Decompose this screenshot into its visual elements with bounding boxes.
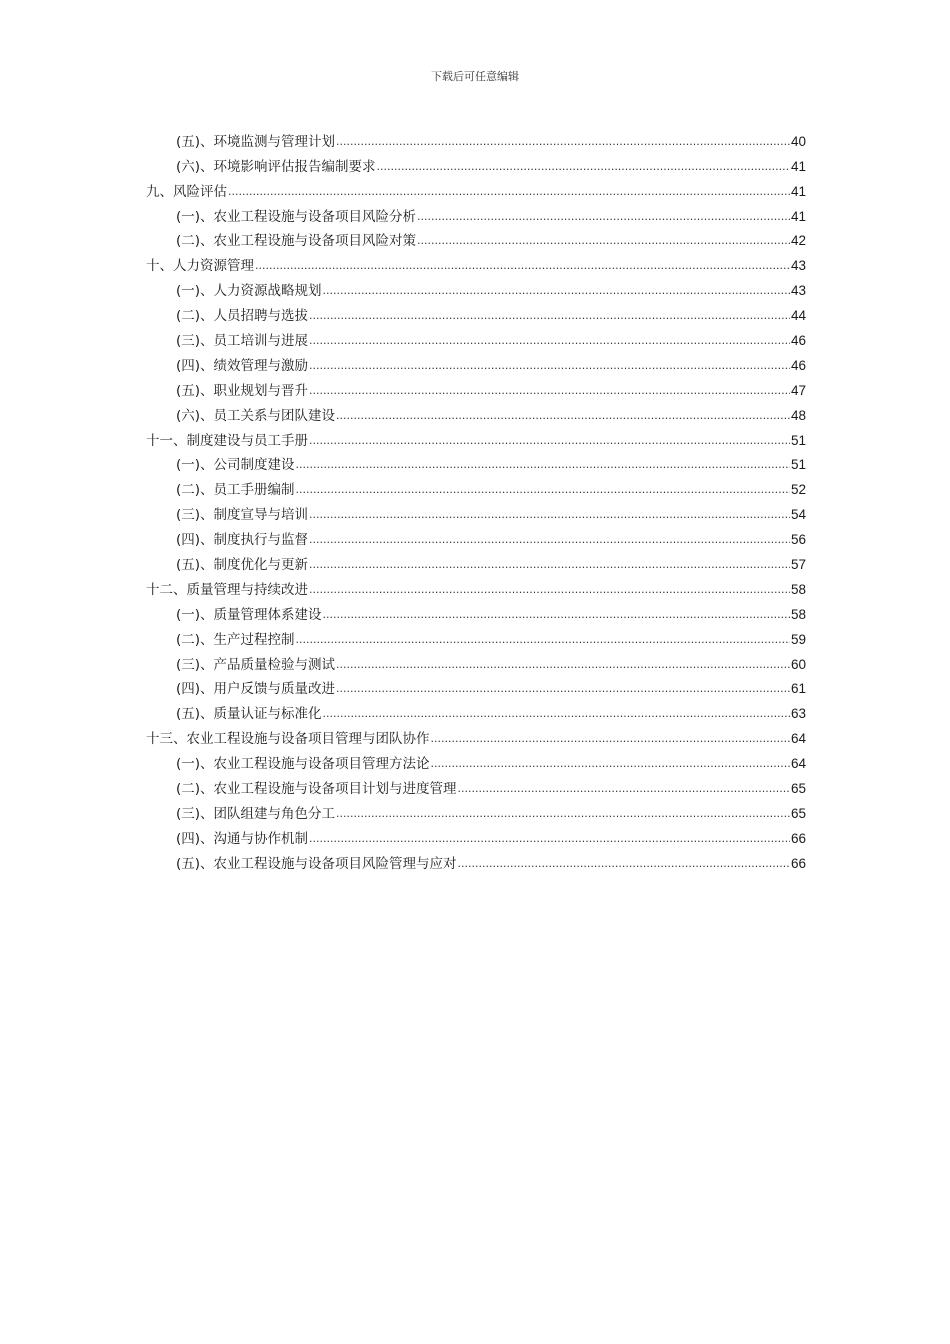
toc-dot-leader bbox=[296, 630, 790, 649]
toc-entry-title: (三)、产品质量检验与测试 bbox=[176, 656, 336, 673]
toc-section-entry[interactable] bbox=[146, 748, 806, 773]
toc-dot-leader bbox=[309, 356, 790, 375]
toc-entry-title: (五)、制度优化与更新 bbox=[176, 557, 309, 574]
toc-section-entry[interactable] bbox=[146, 474, 806, 499]
toc-dot-leader bbox=[309, 505, 790, 524]
toc-entry-title: 十一、制度建设与员工手册 bbox=[146, 432, 308, 449]
toc-entry-title: (一)、农业工程设施与设备项目风险分析 bbox=[176, 208, 417, 225]
toc-dot-leader bbox=[417, 231, 790, 250]
toc-page-number: 58 bbox=[790, 581, 806, 597]
toc-dot-leader bbox=[431, 754, 790, 773]
toc-section-entry[interactable] bbox=[146, 226, 806, 251]
toc-dot-leader bbox=[431, 729, 790, 748]
toc-page-number: 56 bbox=[790, 532, 806, 548]
toc-section-entry[interactable] bbox=[146, 624, 806, 649]
toc-entry-title: 九、风险评估 bbox=[146, 183, 227, 200]
toc-page-number: 66 bbox=[790, 830, 806, 846]
toc-page-number: 66 bbox=[790, 855, 806, 871]
toc-dot-leader bbox=[228, 182, 790, 201]
toc-section-entry[interactable] bbox=[146, 151, 806, 176]
toc-entry-title: (四)、制度执行与监督 bbox=[176, 532, 309, 549]
toc-section-entry[interactable] bbox=[146, 400, 806, 425]
toc-page-number: 64 bbox=[790, 731, 806, 747]
toc-dot-leader bbox=[336, 406, 790, 425]
toc-entry-title: 十二、质量管理与持续改进 bbox=[146, 581, 308, 598]
toc-entry-title: (三)、员工培训与进展 bbox=[176, 333, 309, 350]
toc-section-entry[interactable] bbox=[146, 201, 806, 226]
toc-dot-leader bbox=[309, 580, 790, 599]
toc-section-entry[interactable] bbox=[146, 848, 806, 873]
toc-page-number: 51 bbox=[790, 432, 806, 448]
toc-chapter-entry[interactable] bbox=[146, 176, 806, 201]
toc-dot-leader bbox=[323, 281, 790, 300]
toc-entry-title: (五)、质量认证与标准化 bbox=[176, 706, 322, 723]
toc-dot-leader bbox=[309, 331, 790, 350]
toc-page-number: 43 bbox=[790, 258, 806, 274]
toc-entry-title: (一)、人力资源战略规划 bbox=[176, 283, 322, 300]
toc-entry-title: (六)、员工关系与团队建设 bbox=[176, 407, 336, 424]
toc-page-number: 46 bbox=[790, 333, 806, 349]
toc-dot-leader bbox=[309, 431, 790, 450]
toc-section-entry[interactable] bbox=[146, 798, 806, 823]
toc-entry-title: (二)、员工手册编制 bbox=[176, 482, 295, 499]
toc-page-number: 63 bbox=[790, 706, 806, 722]
toc-entry-title: 十、人力资源管理 bbox=[146, 258, 254, 275]
toc-section-entry[interactable] bbox=[146, 698, 806, 723]
toc-entry-title: (二)、生产过程控制 bbox=[176, 631, 295, 648]
toc-entry-title: (一)、质量管理体系建设 bbox=[176, 606, 322, 623]
page-header: 下载后可任意编辑 bbox=[431, 70, 519, 83]
toc-dot-leader bbox=[336, 804, 790, 823]
toc-dot-leader bbox=[296, 455, 790, 474]
toc-page-number: 42 bbox=[790, 233, 806, 249]
toc-entry-title: (一)、公司制度建设 bbox=[176, 457, 295, 474]
toc-dot-leader bbox=[458, 854, 790, 873]
toc-chapter-entry[interactable] bbox=[146, 250, 806, 275]
toc-page-number: 41 bbox=[790, 158, 806, 174]
toc-chapter-entry[interactable] bbox=[146, 574, 806, 599]
toc-entry-title: (五)、环境监测与管理计划 bbox=[176, 133, 336, 150]
toc-dot-leader bbox=[309, 555, 790, 574]
toc-dot-leader bbox=[309, 829, 790, 848]
toc-page-number: 41 bbox=[790, 183, 806, 199]
toc-section-entry[interactable] bbox=[146, 275, 806, 300]
toc-page-number: 41 bbox=[790, 208, 806, 224]
toc-page-number: 54 bbox=[790, 507, 806, 523]
toc-section-entry[interactable] bbox=[146, 674, 806, 699]
toc-page-number: 61 bbox=[790, 681, 806, 697]
toc-section-entry[interactable] bbox=[146, 549, 806, 574]
toc-dot-leader bbox=[309, 530, 790, 549]
toc-dot-leader bbox=[309, 306, 790, 325]
toc-page-number: 47 bbox=[790, 382, 806, 398]
toc-entry-title: (二)、人员招聘与选拔 bbox=[176, 308, 309, 325]
toc-dot-leader bbox=[323, 704, 790, 723]
toc-section-entry[interactable] bbox=[146, 450, 806, 475]
toc-section-entry[interactable] bbox=[146, 524, 806, 549]
toc-chapter-entry[interactable] bbox=[146, 425, 806, 450]
toc-entry-title: (五)、农业工程设施与设备项目风险管理与应对 bbox=[176, 855, 457, 872]
toc-page-number: 44 bbox=[790, 308, 806, 324]
toc-dot-leader bbox=[336, 679, 790, 698]
toc-entry-title: (四)、沟通与协作机制 bbox=[176, 830, 309, 847]
toc-entry-title: (一)、农业工程设施与设备项目管理方法论 bbox=[176, 756, 430, 773]
toc-entry-title: (二)、农业工程设施与设备项目计划与进度管理 bbox=[176, 781, 457, 798]
toc-section-entry[interactable] bbox=[146, 300, 806, 325]
toc-dot-leader bbox=[296, 480, 790, 499]
toc-entry-title: (六)、环境影响评估报告编制要求 bbox=[176, 158, 376, 175]
toc-section-entry[interactable] bbox=[146, 325, 806, 350]
toc-section-entry[interactable] bbox=[146, 823, 806, 848]
toc-page-number: 65 bbox=[790, 781, 806, 797]
toc-page-number: 57 bbox=[790, 557, 806, 573]
table-of-contents bbox=[146, 126, 806, 873]
toc-dot-leader bbox=[323, 605, 790, 624]
toc-chapter-entry[interactable] bbox=[146, 723, 806, 748]
toc-entry-title: (二)、农业工程设施与设备项目风险对策 bbox=[176, 233, 417, 250]
toc-dot-leader bbox=[309, 381, 790, 400]
toc-page-number: 48 bbox=[790, 407, 806, 423]
toc-page-number: 43 bbox=[790, 283, 806, 299]
toc-page-number: 51 bbox=[790, 457, 806, 473]
toc-page-number: 64 bbox=[790, 756, 806, 772]
toc-dot-leader bbox=[255, 256, 790, 275]
toc-entry-title: (四)、绩效管理与激励 bbox=[176, 357, 309, 374]
toc-section-entry[interactable] bbox=[146, 350, 806, 375]
toc-section-entry[interactable] bbox=[146, 649, 806, 674]
toc-section-entry[interactable] bbox=[146, 599, 806, 624]
toc-dot-leader bbox=[336, 132, 790, 151]
toc-page-number: 40 bbox=[790, 133, 806, 149]
toc-page-number: 58 bbox=[790, 606, 806, 622]
toc-section-entry[interactable] bbox=[146, 499, 806, 524]
toc-page-number: 60 bbox=[790, 656, 806, 672]
toc-page-number: 59 bbox=[790, 631, 806, 647]
toc-page-number: 65 bbox=[790, 805, 806, 821]
toc-page-number: 52 bbox=[790, 482, 806, 498]
toc-entry-title: (五)、职业规划与晋升 bbox=[176, 382, 309, 399]
toc-dot-leader bbox=[458, 779, 790, 798]
toc-dot-leader bbox=[417, 207, 790, 226]
toc-dot-leader bbox=[336, 655, 790, 674]
toc-entry-title: (四)、用户反馈与质量改进 bbox=[176, 681, 336, 698]
toc-section-entry[interactable] bbox=[146, 773, 806, 798]
toc-entry-title: (三)、制度宣导与培训 bbox=[176, 507, 309, 524]
toc-entry-title: 十三、农业工程设施与设备项目管理与团队协作 bbox=[146, 731, 430, 748]
toc-section-entry[interactable] bbox=[146, 375, 806, 400]
toc-dot-leader bbox=[377, 157, 790, 176]
toc-entry-title: (三)、团队组建与角色分工 bbox=[176, 805, 336, 822]
toc-page-number: 46 bbox=[790, 357, 806, 373]
toc-section-entry[interactable] bbox=[146, 126, 806, 151]
